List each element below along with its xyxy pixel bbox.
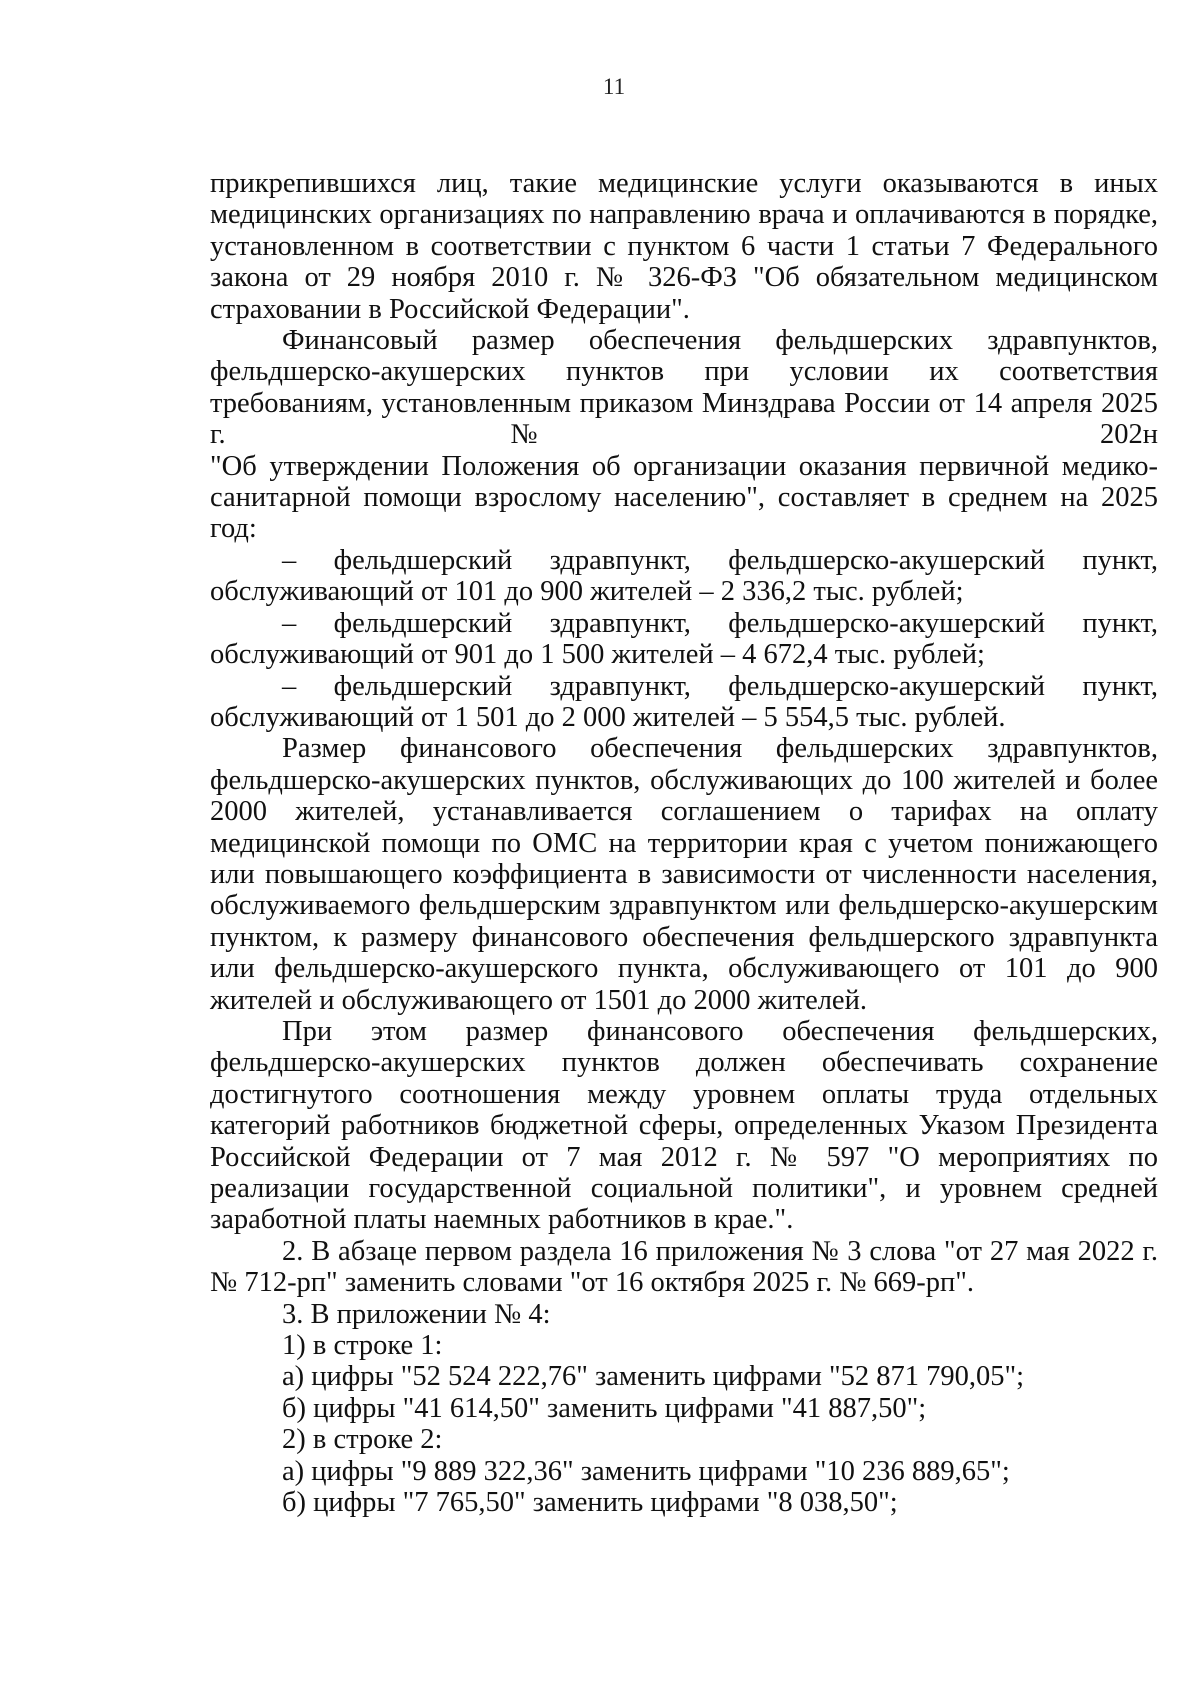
paragraph-item-3: 3. В приложении № 4:: [282, 1298, 551, 1330]
subitem-row-1-b: б) цифры "41 614,50" заменить цифрами "41 887,50";: [282, 1392, 927, 1424]
subitem-row-2-b: б) цифры "7 765,50" заменить цифрами "8 038,50";: [282, 1487, 898, 1519]
paragraph-financing-line-4: г. № 202н: [210, 419, 1158, 451]
page-number: 11: [602, 74, 626, 99]
list-item-fap-1501-2000: – фельдшерский здравпункт, фельдшерско-акушерский пункт, обслуживающий от 1 501 до 2 000 жителей – 5 554,5 тыс. рублей.: [210, 670, 1158, 733]
paragraph-financing-line-2: фельдшерско-акушерских пунктов при условии их соответствия: [210, 356, 1158, 388]
paragraph-item-2: 2. В абзаце первом раздела 16 приложения № 3 слова "от 27 мая 2022 г. № 712-рп" заменить словами "от 16 октября 2025 г. № 669-рп".: [210, 1235, 1158, 1299]
paragraph-salary-ratio: При этом размер финансового обеспечения фельдшерских, фельдшерско-акушерских пунктов должен обеспечивать сохранение достигнутого соотношения между уровнем оплаты труда отдельных категорий работников бюджетной сферы, определенных Указом Президента Российской Федерации от 7 мая 2012 г. № 597 "О мероприятиях по реализации государственной социальной политики", и уровнем средней заработной платы наемных работников в крае.".: [210, 1015, 1158, 1236]
paragraph-financing-line-3: требованиям, установленным приказом Минздрава России от 14 апреля 2025: [210, 387, 1158, 419]
paragraph-continuation: прикрепившихся лиц, такие медицинские услуги оказываются в иных медицинских организациях по направлению врача и оплачиваются в порядке, установленном в соответствии с пунктом 6 части 1 статьи 7 Федерального закона от 29 ноября 2010 г. № 326-ФЗ "Об обязательном медицинском страховании в Российской Федерации".: [210, 168, 1158, 325]
list-item-fap-101-900: – фельдшерский здравпункт, фельдшерско-акушерский пункт, обслуживающий от 101 до 900 жителей – 2 336,2 тыс. рублей;: [210, 544, 1158, 608]
subitem-row-2-a: а) цифры "9 889 322,36" заменить цифрами "10 236 889,65";: [282, 1455, 1010, 1487]
paragraph-size-financing: Размер финансового обеспечения фельдшерских здравпунктов, фельдшерско-акушерских пунктов, обслуживающих до 100 жителей и более 2000 жителей, устанавливается соглашением о тарифах на оплату медицинской помощи по ОМС на территории края с учетом понижающего или повышающего коэффициента в зависимости от численности населения, обслуживаемого фельдшерским здравпунктом или фельдшерско-акушерским пунктом, к размеру финансового обеспечения фельдшерского здравпункта или фельдшерско-акушерского пункта, обслуживающего от 101 до 900 жителей и обслуживающего от 1501 до 2000 жителей.: [210, 733, 1158, 1016]
subitem-row-1-a: а) цифры "52 524 222,76" заменить цифрами "52 871 790,05";: [282, 1361, 1025, 1393]
subitem-row-1: 1) в строке 1:: [282, 1330, 443, 1362]
paragraph-financing-line-1: Финансовый размер обеспечения фельдшерских здравпунктов,: [282, 325, 1158, 357]
subitem-row-2: 2) в строке 2:: [282, 1424, 443, 1456]
paragraph-financing-rest: "Об утверждении Положения об организации оказания первичной медико-санитарной помощи взрослому населению", составляет в среднем на 2025 год:: [210, 450, 1158, 545]
list-item-fap-901-1500: – фельдшерский здравпункт, фельдшерско-акушерский пункт, обслуживающий от 901 до 1 500 жителей – 4 672,4 тыс. рублей;: [210, 607, 1158, 671]
document-body: [210, 168, 1158, 1518]
